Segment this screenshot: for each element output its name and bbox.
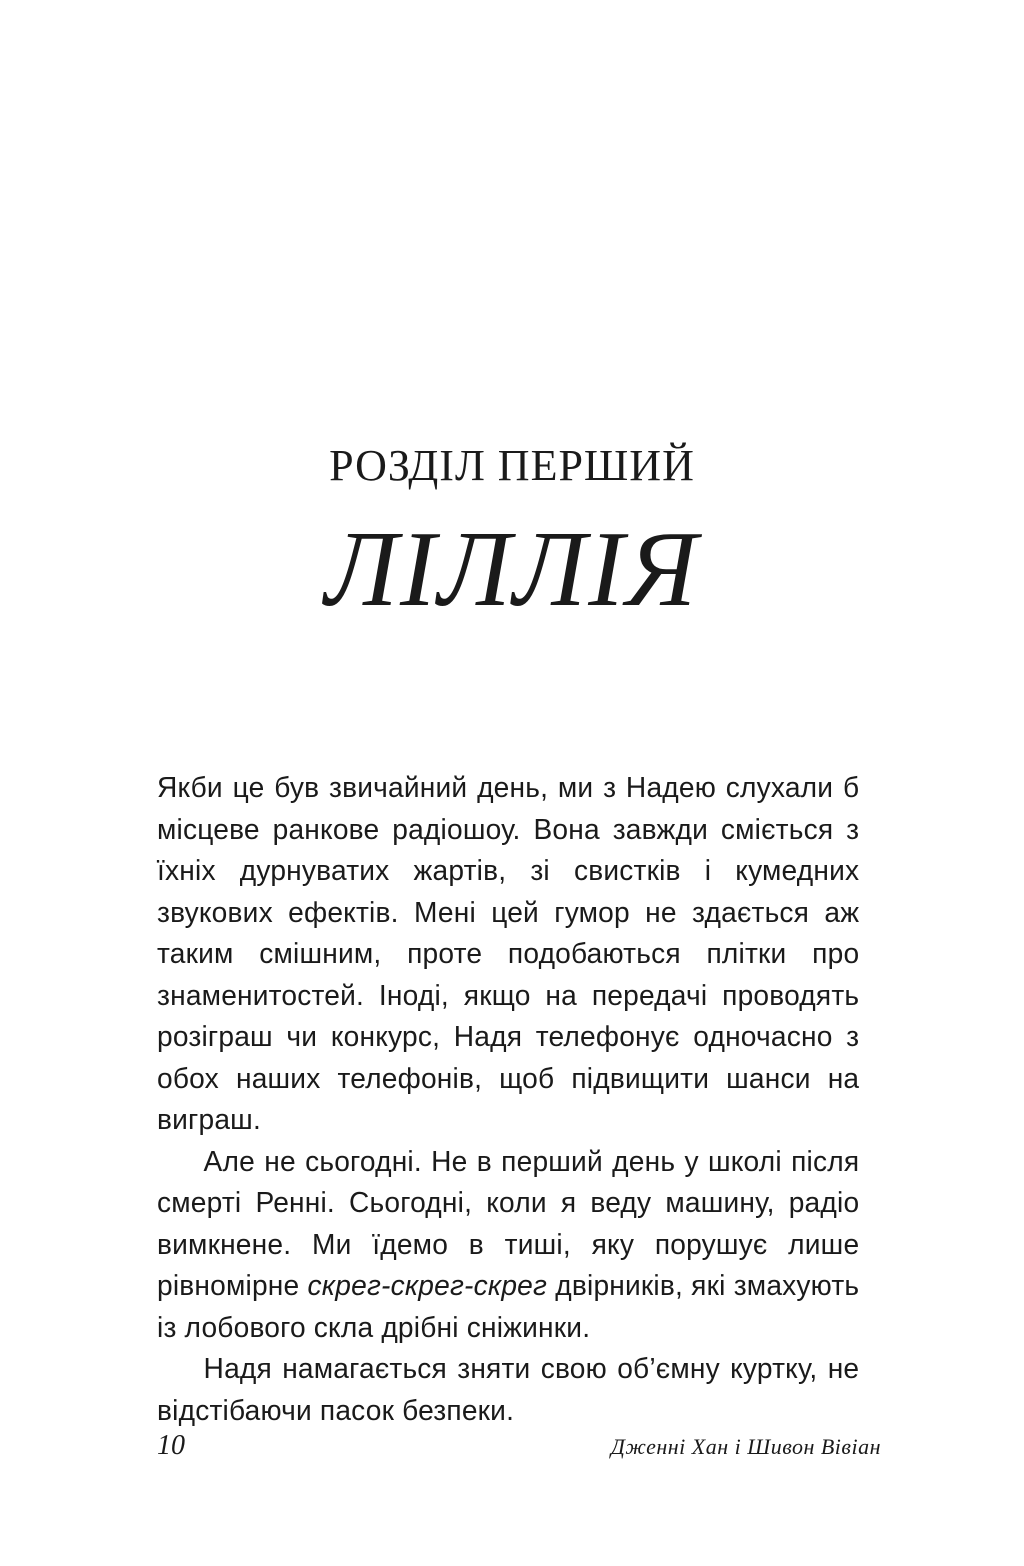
chapter-title: ЛІЛЛІЯ: [324, 510, 700, 629]
paragraph-2: [157, 1142, 859, 1350]
running-head: Дженні Хан і Шивон Вівіан: [610, 1434, 881, 1459]
body-text: [157, 768, 859, 1432]
paragraph-2-text-end: двірників, які змахують із лобового скла дрібні сніжинки.: [157, 1270, 860, 1344]
page-footer: [157, 1430, 881, 1470]
paragraph-1: Якби це був звичайний день, ми з Надею слухали б місцеве ранкове радіошоу. Вона завжди сміється з їхніх дурнуватих жартів, зі свистків і кумедних звукових ефектів. Мені цей гумор не здається аж таким смішним, проте подобаються плітки про знаменитостей. Іноді, якщо на передачі проводять розіграш чи конкурс, Надя телефонує одночасно з обох наших телефонів, щоб підвищити шанси на виграш.: [157, 772, 860, 1136]
chapter-label: РОЗДІЛ ПЕРШИЙ: [329, 441, 695, 490]
paragraph-3: Надя намагається зняти свою об’ємну куртку, не відстібаючи пасок безпеки.: [157, 1353, 860, 1427]
page-number: 10: [157, 1430, 185, 1461]
paragraph-2-text-start: Але не сьогодні. Не в перший день у школі після смерті Ренні. Сьогодні, коли я веду машину, радіо вимкнене. Ми їдемо в тиші, яку порушує лише рівномірне: [157, 1145, 860, 1302]
onomatopoeia-italic: скрег-скрег-скрег: [307, 1270, 548, 1302]
